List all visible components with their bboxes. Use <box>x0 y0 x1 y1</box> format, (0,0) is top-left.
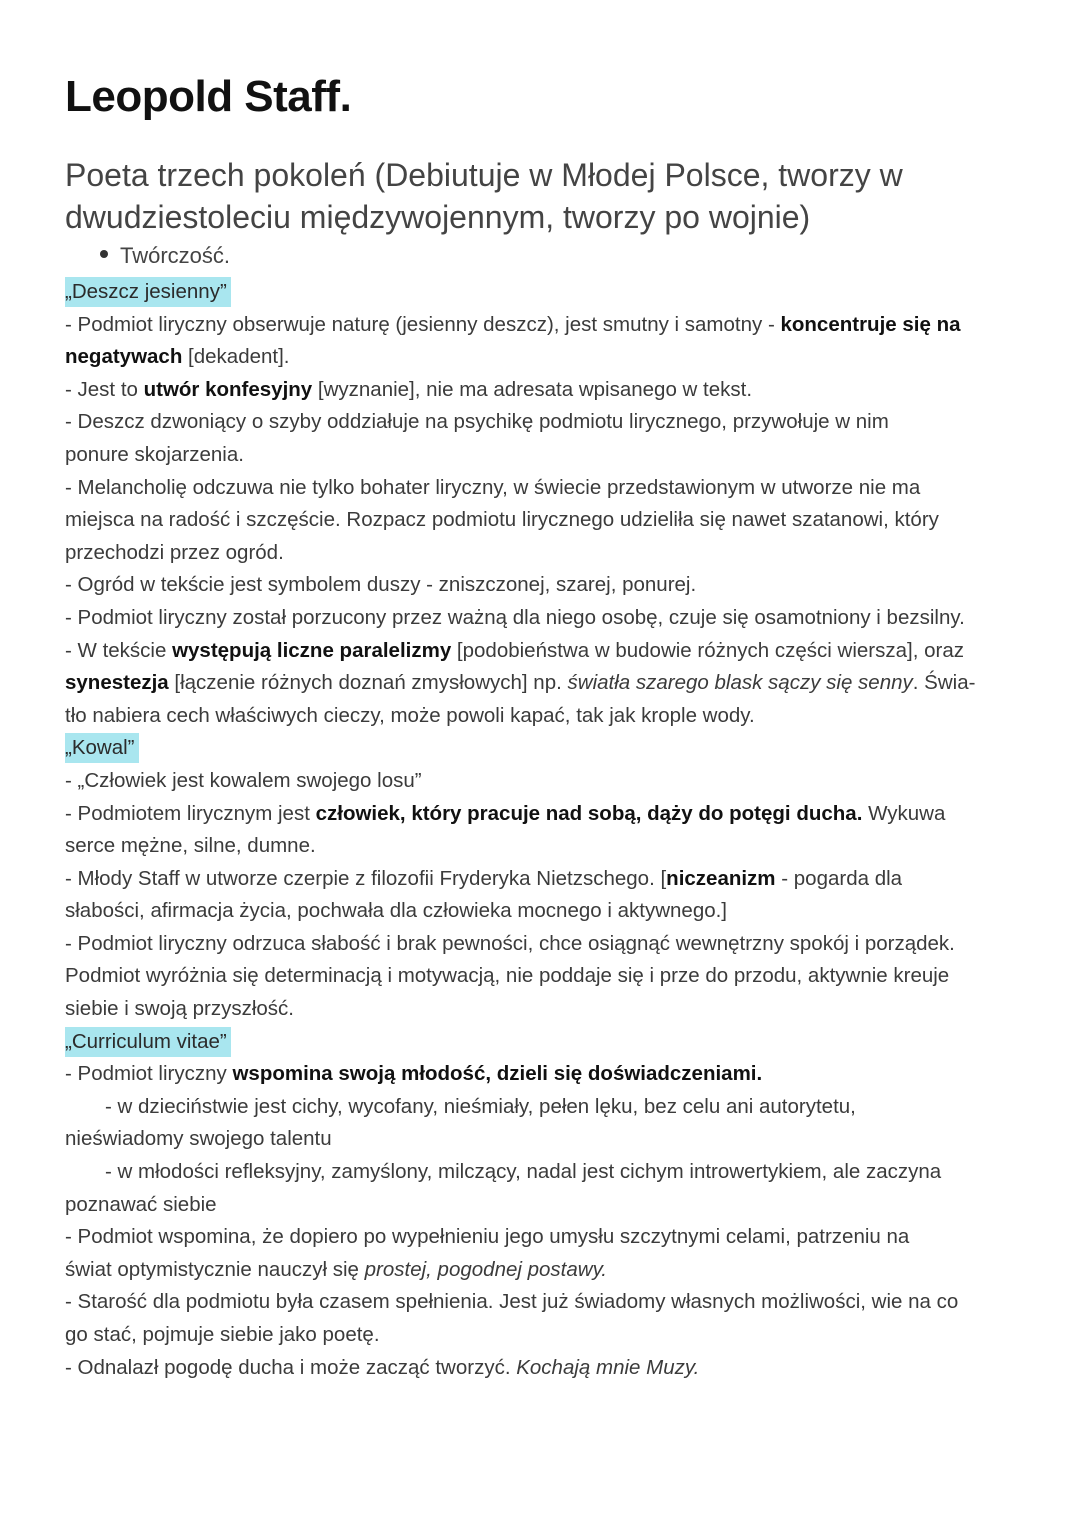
text-segment: Podmiot wyróżnia się determinacją i motywacją, nie poddaje się i prze do przodu, aktywnie kreuje <box>65 964 950 988</box>
text-line <box>65 635 1045 668</box>
text-segment: „Kowal” <box>65 736 135 760</box>
text-line <box>65 765 1045 798</box>
text-line <box>65 863 1045 896</box>
text-line <box>65 439 1045 472</box>
bold-text: występują liczne paralelizmy <box>172 638 452 662</box>
text-line <box>65 406 1045 439</box>
text-segment: - Podmiotem lirycznym jest <box>65 801 316 825</box>
italic-text: światła szarego blask sączy się senny <box>567 671 913 695</box>
text-line <box>65 1254 1045 1287</box>
text-line <box>65 1156 1045 1189</box>
bullet-icon <box>100 250 108 258</box>
text-line <box>65 798 1045 831</box>
text-segment: - Podmiot wspomina, że dopiero po wypełnieniu jego umysłu szczytnymi celami, patrzeniu na <box>65 1225 910 1249</box>
poem-title-highlight <box>65 733 139 763</box>
text-segment: - Podmiot liryczny <box>65 1062 233 1086</box>
bold-text: koncentruje się na <box>780 312 961 336</box>
text-segment: [wyznanie], nie ma adresata wpisanego w tekst. <box>312 377 753 401</box>
poem-heading-row <box>65 732 1045 765</box>
text-segment: „Deszcz jesienny” <box>65 280 227 303</box>
text-segment: - Ogród w tekście jest symbolem duszy - zniszczonej, szarej, ponurej. <box>65 573 697 597</box>
text-segment: - Melancholię odczuwa nie tylko bohater liryczny, w świecie przedstawionym w utworze nie ma <box>65 475 921 499</box>
text-segment: - Jest to <box>65 377 144 401</box>
italic-text: prostej, pogodnej postawy. <box>364 1257 607 1281</box>
text-line <box>65 341 1045 374</box>
text-segment: - Podmiot liryczny obserwuje naturę (jesienny deszcz), jest smutny i samotny - <box>65 312 781 336</box>
text-segment: - pogarda dla <box>775 866 903 890</box>
text-line <box>65 1058 1045 1091</box>
text-segment: - Podmiot liryczny odrzuca słabość i brak pewności, chce osiągnąć wewnętrzny spokój i porządek. <box>65 931 955 955</box>
text-segment: - Podmiot liryczny został porzucony przez ważną dla niego osobę, czuje się osamotniony i bezsilny. <box>65 605 965 629</box>
text-segment: miejsca na radość i szczęście. Rozpacz podmiotu lirycznego udzieliła się nawet szatanowi, który <box>65 508 939 532</box>
text-segment: - „Człowiek jest kowalem swojego losu” <box>65 768 422 792</box>
bold-text: synestezja <box>65 671 169 695</box>
text-line <box>65 472 1045 505</box>
poem-heading-row <box>65 1026 1045 1059</box>
text-segment: [łączenie różnych doznań zmysłowych] np. <box>168 671 568 695</box>
text-segment: ponure skojarzenia. <box>65 442 244 466</box>
poem-title-highlight <box>65 1027 231 1057</box>
text-line <box>65 537 1045 570</box>
bold-text: negatywach <box>65 345 183 369</box>
bold-text: człowiek, który pracuje nad sobą, dąży do potęgi ducha. <box>315 801 863 825</box>
text-segment: - W tekście <box>65 638 173 662</box>
text-segment: [dekadent]. <box>182 345 290 369</box>
text-segment: „Curriculum vitae” <box>65 1029 227 1053</box>
text-line <box>65 928 1045 961</box>
text-segment: - Młody Staff w utworze czerpie z filozofii Fryderyka Nietzschego. [ <box>65 866 667 890</box>
text-line <box>65 1319 1045 1352</box>
text-line <box>65 1123 1045 1156</box>
text-segment: przechodzi przez ogród. <box>65 540 284 564</box>
text-segment: go stać, pojmuje siebie jako poetę. <box>65 1323 380 1346</box>
text-line <box>65 602 1045 635</box>
text-line <box>65 1189 1045 1222</box>
bullet-label: Twórczość. <box>120 243 231 268</box>
text-line <box>65 504 1045 537</box>
text-line <box>65 960 1045 993</box>
text-segment: nieświadomy swojego talentu <box>65 1127 332 1151</box>
text-segment: siebie i swoją przyszłość. <box>65 997 294 1021</box>
text-line <box>65 830 1045 863</box>
text-segment: - w dzieciństwie jest cichy, wycofany, nieśmiały, pełen lęku, bez celu ani autorytetu, <box>105 1094 856 1118</box>
text-segment: tło nabiera cech właściwych cieczy, może powoli kapać, tak jak krople wody. <box>65 703 755 727</box>
text-line <box>65 895 1045 928</box>
text-line <box>65 374 1045 407</box>
text-line <box>65 993 1045 1026</box>
poem-heading-row <box>65 276 1045 309</box>
text-line <box>65 700 1045 733</box>
text-segment: serce mężne, silne, dumne. <box>65 834 316 858</box>
bold-text: niczeanizm <box>666 866 776 890</box>
text-line <box>65 569 1045 602</box>
text-line <box>65 1091 1045 1124</box>
text-segment: - Odnalazł pogodę ducha i może zacząć tworzyć. <box>65 1355 517 1379</box>
poem-title-highlight <box>65 277 231 307</box>
italic-text: Kochają mnie Muzy. <box>516 1355 700 1379</box>
text-segment: - w młodości refleksyjny, zamyślony, milczący, nadal jest cichym introwertykiem, ale zaczyna <box>105 1160 942 1184</box>
text-segment: słabości, afirmacja życia, pochwała dla człowieka mocnego i aktywnego.] <box>65 899 728 923</box>
text-line <box>65 1352 1045 1385</box>
text-segment: - Starość dla podmiotu była czasem spełnienia. Jest już świadomy własnych możliwości, wie na co <box>65 1290 959 1314</box>
document-title: Leopold Staff. <box>65 72 352 121</box>
bullet-item <box>100 243 230 269</box>
text-line <box>65 1286 1045 1319</box>
text-segment: świat optymistycznie nauczył się <box>65 1257 365 1281</box>
bold-text: utwór konfesyjny <box>143 377 313 401</box>
document-subtitle: Poeta trzech pokoleń (Debiutuje w Młodej Polsce, tworzy w dwudziestoleciu międzywojennym, tworzy po wojnie) <box>65 157 903 235</box>
text-segment: . Świa- <box>912 671 976 695</box>
text-line <box>65 1221 1045 1254</box>
bold-text: wspomina swoją młodość, dzieli się doświadczeniami. <box>232 1062 763 1086</box>
text-segment: Wykuwa <box>862 801 946 825</box>
text-segment: poznawać siebie <box>65 1192 217 1216</box>
text-line <box>65 667 1045 700</box>
document-body <box>65 276 1045 1384</box>
text-segment: [podobieństwa w budowie różnych części wiersza], oraz <box>451 638 964 662</box>
text-segment: - Deszcz dzwoniący o szyby oddziałuje na psychikę podmiotu lirycznego, przywołuje w nim <box>65 410 889 434</box>
text-line <box>65 309 1045 342</box>
